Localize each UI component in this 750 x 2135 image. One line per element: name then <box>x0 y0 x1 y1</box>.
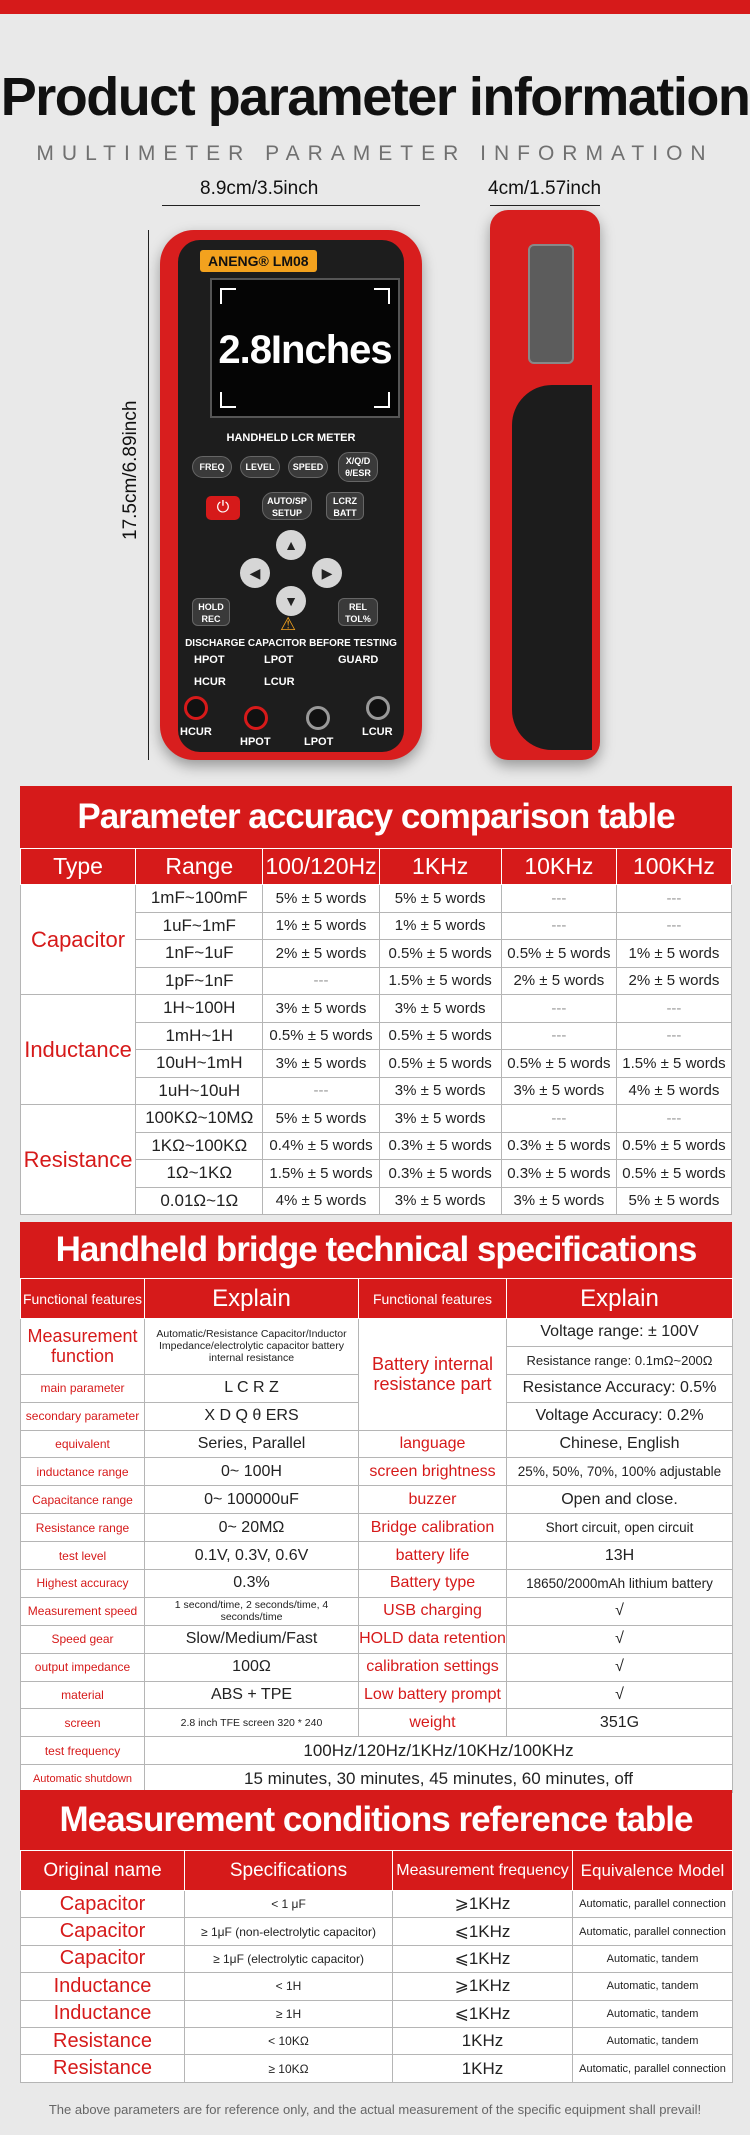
accuracy-cell: 4% ± 5 words <box>616 1077 731 1105</box>
feature-value: 100Hz/120Hz/1KHz/10KHz/100KHz <box>145 1737 733 1765</box>
feature-value: 0~ 100H <box>145 1458 359 1486</box>
accuracy-cell: 3% ± 5 words <box>501 1187 616 1215</box>
width-dimension-line <box>162 205 420 206</box>
specification: < 10KΩ <box>185 2027 393 2054</box>
spec-section <box>20 1222 732 1793</box>
feature-value: 18650/2000mAh lithium battery <box>507 1570 733 1598</box>
accuracy-cell: 0.4% ± 5 words <box>263 1132 379 1160</box>
corner-mark-icon <box>220 392 236 408</box>
equivalence-model: Automatic, parallel connection <box>573 1918 733 1945</box>
column-header: 100/120Hz <box>263 849 379 885</box>
feature-label: Capacitance range <box>21 1486 145 1514</box>
table-row <box>21 2000 733 2027</box>
accuracy-cell: 0.3% ± 5 words <box>379 1132 501 1160</box>
lcrz-button: LCRZ BATT <box>326 492 364 520</box>
jack-label: LPOT <box>304 736 334 748</box>
brand-badge: ANENG® LM08 <box>200 250 317 272</box>
accuracy-cell: --- <box>616 1105 731 1133</box>
arrow-down-icon: ▼ <box>276 586 306 616</box>
jack-label: HCUR <box>180 726 212 738</box>
feature-value: Voltage range: ± 100V <box>507 1319 733 1347</box>
feature-label: Speed gear <box>21 1625 145 1653</box>
measurement-frequency: ⩽1KHz <box>393 1945 573 1972</box>
accuracy-cell: --- <box>616 1022 731 1050</box>
accuracy-cell: 2% ± 5 words <box>616 967 731 995</box>
measurement-frequency: ⩽1KHz <box>393 1918 573 1945</box>
page-subtitle: MULTIMETER PARAMETER INFORMATION <box>36 142 714 165</box>
feature-value: Resistance range: 0.1mΩ~200Ω <box>507 1346 733 1374</box>
feature-label: Resistance range <box>21 1514 145 1542</box>
measurement-frequency: 1KHz <box>393 2027 573 2054</box>
column-header: Range <box>136 849 263 885</box>
table-row <box>21 1514 733 1542</box>
column-header: 100KHz <box>616 849 731 885</box>
feature-label: test level <box>21 1542 145 1570</box>
accuracy-cell: 0.3% ± 5 words <box>501 1132 616 1160</box>
meter-side-view <box>490 210 600 760</box>
measurement-frequency: 1KHz <box>393 2055 573 2082</box>
table-row <box>21 2027 733 2054</box>
measurement-frequency: ⩾1KHz <box>393 1973 573 2000</box>
feature-label: battery life <box>359 1542 507 1570</box>
table-row <box>21 2055 733 2082</box>
feature-label: Measurement function <box>21 1319 145 1375</box>
specification: ≥ 1μF (non-electrolytic capacitor) <box>185 1918 393 1945</box>
accuracy-cell: 5% ± 5 words <box>379 885 501 913</box>
speed-button: SPEED <box>288 456 328 478</box>
conditions-table <box>20 1850 733 2083</box>
feature-label: inductance range <box>21 1458 145 1486</box>
accuracy-cell: --- <box>501 995 616 1023</box>
feature-label: weight <box>359 1709 507 1737</box>
column-header: Original name <box>21 1851 185 1891</box>
accuracy-cell: 1.5% ± 5 words <box>379 967 501 995</box>
feature-value: Short circuit, open circuit <box>507 1514 733 1542</box>
feature-label: screen brightness <box>359 1458 507 1486</box>
equivalence-model: Automatic, parallel connection <box>573 1891 733 1918</box>
jack-lpot <box>306 706 330 730</box>
feature-label: main parameter <box>21 1374 145 1402</box>
table-row <box>21 1105 732 1133</box>
table-row <box>21 1458 733 1486</box>
feature-value: Chinese, English <box>507 1430 733 1458</box>
accuracy-cell: 0.5% ± 5 words <box>379 1050 501 1078</box>
accuracy-cell: 3% ± 5 words <box>501 1077 616 1105</box>
column-header: Specifications <box>185 1851 393 1891</box>
table-row <box>21 885 732 913</box>
table-row <box>21 1542 733 1570</box>
freq-button: FREQ <box>192 456 232 478</box>
depth-dimension-line <box>490 205 600 206</box>
range-cell: 1uF~1mF <box>136 912 263 940</box>
table-header-row <box>21 849 732 885</box>
accuracy-cell: 0.5% ± 5 words <box>501 1050 616 1078</box>
column-header: Functional features <box>21 1279 145 1319</box>
level-button: LEVEL <box>240 456 280 478</box>
table-row <box>21 1891 733 1918</box>
feature-value: 0.1V, 0.3V, 0.6V <box>145 1542 359 1570</box>
accuracy-cell: 0.5% ± 5 words <box>379 940 501 968</box>
feature-value: Resistance Accuracy: 0.5% <box>507 1374 733 1402</box>
accuracy-cell: 0.3% ± 5 words <box>501 1160 616 1188</box>
range-cell: 1mF~100mF <box>136 885 263 913</box>
original-name: Capacitor <box>21 1945 185 1972</box>
meter-faceplate <box>178 240 404 752</box>
jack-hcur <box>184 696 208 720</box>
feature-label: USB charging <box>359 1597 507 1625</box>
feature-label: material <box>21 1681 145 1709</box>
model-label: HANDHELD LCR METER <box>226 432 356 444</box>
depth-dimension: 4cm/1.57inch <box>488 178 602 199</box>
original-name: Inductance <box>21 1973 185 2000</box>
discharge-warning: DISCHARGE CAPACITOR BEFORE TESTING <box>185 638 397 649</box>
table-header-row <box>21 1851 733 1891</box>
feature-label: buzzer <box>359 1486 507 1514</box>
table-header-row <box>21 1279 733 1319</box>
accuracy-cell: 3% ± 5 words <box>379 1077 501 1105</box>
table-row <box>21 1319 733 1347</box>
specification: ≥ 10KΩ <box>185 2055 393 2082</box>
accuracy-cell: 5% ± 5 words <box>263 1105 379 1133</box>
range-cell: 0.01Ω~1Ω <box>136 1187 263 1215</box>
xqd-button: X/Q/D θ/ESR <box>338 452 378 482</box>
top-accent-bar <box>0 0 750 14</box>
specification: ≥ 1μF (electrolytic capacitor) <box>185 1945 393 1972</box>
feature-label: Bridge calibration <box>359 1514 507 1542</box>
accuracy-cell: --- <box>616 885 731 913</box>
feature-label: HOLD data retention <box>359 1625 507 1653</box>
original-name: Resistance <box>21 2055 185 2082</box>
side-grip <box>512 385 592 750</box>
table-row <box>21 1709 733 1737</box>
table-row <box>21 1625 733 1653</box>
arrow-left-icon: ◀ <box>240 558 270 588</box>
equivalence-model: Automatic, tandem <box>573 1945 733 1972</box>
accuracy-cell: 0.3% ± 5 words <box>379 1160 501 1188</box>
type-label: Capacitor <box>21 885 136 995</box>
corner-mark-icon <box>374 392 390 408</box>
feature-value: Automatic/Resistance Capacitor/Inductor Impedance/electrolytic capacitor battery internal resistance <box>145 1319 359 1375</box>
spec-table <box>20 1278 733 1793</box>
column-header: Type <box>21 849 136 885</box>
table-row <box>21 1737 733 1765</box>
feature-label: secondary parameter <box>21 1402 145 1430</box>
accuracy-cell: 5% ± 5 words <box>616 1187 731 1215</box>
range-cell: 1Ω~1KΩ <box>136 1160 263 1188</box>
jack-hpot <box>244 706 268 730</box>
terminal-label: HPOT <box>194 654 225 666</box>
table-row <box>21 1765 733 1793</box>
terminal-label: LPOT <box>264 654 294 666</box>
feature-value: Series, Parallel <box>145 1430 359 1458</box>
column-header: Equivalence Model <box>573 1851 733 1891</box>
accuracy-cell: 3% ± 5 words <box>263 995 379 1023</box>
table-row <box>21 1486 733 1514</box>
feature-value: 351G <box>507 1709 733 1737</box>
specification: ≥ 1H <box>185 2000 393 2027</box>
accuracy-cell: --- <box>501 885 616 913</box>
feature-value: √ <box>507 1597 733 1625</box>
feature-label: Highest accuracy <box>21 1570 145 1598</box>
rel-button: REL TOL% <box>338 598 378 626</box>
equivalence-model: Automatic, parallel connection <box>573 2055 733 2082</box>
table-row <box>21 1653 733 1681</box>
table-row <box>21 1597 733 1625</box>
accuracy-cell: 0.5% ± 5 words <box>379 1022 501 1050</box>
specification: < 1 μF <box>185 1891 393 1918</box>
feature-value: 0~ 100000uF <box>145 1486 359 1514</box>
type-label: Resistance <box>21 1105 136 1215</box>
arrow-right-icon: ▶ <box>312 558 342 588</box>
table-row <box>21 1570 733 1598</box>
feature-label: language <box>359 1430 507 1458</box>
type-label: Inductance <box>21 995 136 1105</box>
corner-mark-icon <box>374 288 390 304</box>
accuracy-cell: 0.5% ± 5 words <box>616 1132 731 1160</box>
feature-value: ABS + TPE <box>145 1681 359 1709</box>
feature-value: 0~ 20MΩ <box>145 1514 359 1542</box>
accuracy-cell: 4% ± 5 words <box>263 1187 379 1215</box>
accuracy-cell: 3% ± 5 words <box>263 1050 379 1078</box>
height-dimension-line <box>148 230 149 760</box>
table-row <box>21 1430 733 1458</box>
accuracy-cell: 1% ± 5 words <box>379 912 501 940</box>
width-dimension: 8.9cm/3.5inch <box>200 178 319 199</box>
feature-value: √ <box>507 1625 733 1653</box>
column-header: Measurement frequency <box>393 1851 573 1891</box>
feature-label: Battery type <box>359 1570 507 1598</box>
column-header: 10KHz <box>501 849 616 885</box>
terminal-label: LCUR <box>264 676 295 688</box>
corner-mark-icon <box>220 288 236 304</box>
conditions-table-title: Measurement conditions reference table <box>20 1790 732 1850</box>
range-cell: 1mH~1H <box>136 1022 263 1050</box>
feature-value: L C R Z <box>145 1374 359 1402</box>
table-row <box>21 1681 733 1709</box>
feature-label: Battery internal resistance part <box>359 1319 507 1431</box>
hold-button: HOLD REC <box>192 598 230 626</box>
meter-front-view <box>160 230 422 760</box>
feature-value: 100Ω <box>145 1653 359 1681</box>
accuracy-cell: 0.5% ± 5 words <box>616 1160 731 1188</box>
equivalence-model: Automatic, tandem <box>573 1973 733 2000</box>
accuracy-cell: --- <box>616 912 731 940</box>
accuracy-cell: 1% ± 5 words <box>616 940 731 968</box>
accuracy-cell: 2% ± 5 words <box>263 940 379 968</box>
accuracy-table <box>20 848 732 1215</box>
terminal-label: GUARD <box>338 654 379 666</box>
range-cell: 100KΩ~10MΩ <box>136 1105 263 1133</box>
screen-size-label: 2.8Inches <box>218 328 392 372</box>
table-row <box>21 1918 733 1945</box>
spec-table-title: Handheld bridge technical specifications <box>20 1222 732 1278</box>
height-dimension: 17.5cm/6.89inch <box>120 400 141 540</box>
range-cell: 1pF~1nF <box>136 967 263 995</box>
power-icon: ⏻ <box>206 496 240 520</box>
column-header: Explain <box>145 1279 359 1319</box>
specification: < 1H <box>185 1973 393 2000</box>
accuracy-cell: 2% ± 5 words <box>501 967 616 995</box>
feature-label: Automatic shutdown <box>21 1765 145 1793</box>
jack-label: HPOT <box>240 736 271 748</box>
accuracy-cell: 5% ± 5 words <box>263 885 379 913</box>
accuracy-cell: 0.5% ± 5 words <box>501 940 616 968</box>
feature-value: 15 minutes, 30 minutes, 45 minutes, 60 minutes, off <box>145 1765 733 1793</box>
feature-value: 25%, 50%, 70%, 100% adjustable <box>507 1458 733 1486</box>
range-cell: 1KΩ~100KΩ <box>136 1132 263 1160</box>
column-header: 1KHz <box>379 849 501 885</box>
original-name: Capacitor <box>21 1918 185 1945</box>
accuracy-cell: 0.5% ± 5 words <box>263 1022 379 1050</box>
measurement-frequency: ⩾1KHz <box>393 1891 573 1918</box>
equivalence-model: Automatic, tandem <box>573 2000 733 2027</box>
feature-value: Open and close. <box>507 1486 733 1514</box>
accuracy-section <box>20 786 732 1215</box>
range-cell: 10uH~1mH <box>136 1050 263 1078</box>
feature-value: 13H <box>507 1542 733 1570</box>
column-header: Functional features <box>359 1279 507 1319</box>
table-row <box>21 1945 733 1972</box>
feature-value: 2.8 inch TFE screen 320 * 240 <box>145 1709 359 1737</box>
range-cell: 1nF~1uF <box>136 940 263 968</box>
arrow-up-icon: ▲ <box>276 530 306 560</box>
accuracy-cell: 3% ± 5 words <box>379 1105 501 1133</box>
original-name: Inductance <box>21 2000 185 2027</box>
side-port-cover <box>528 244 574 364</box>
feature-value: Slow/Medium/Fast <box>145 1625 359 1653</box>
accuracy-table-title: Parameter accuracy comparison table <box>20 786 732 848</box>
table-row <box>21 995 732 1023</box>
accuracy-cell: 3% ± 5 words <box>379 1187 501 1215</box>
conditions-section <box>20 1790 732 2083</box>
equivalence-model: Automatic, tandem <box>573 2027 733 2054</box>
feature-value: 0.3% <box>145 1570 359 1598</box>
feature-label: screen <box>21 1709 145 1737</box>
jack-lcur <box>366 696 390 720</box>
feature-label: output impedance <box>21 1653 145 1681</box>
auto-setup-button: AUTO/SP SETUP <box>262 492 312 520</box>
feature-value: X D Q θ ERS <box>145 1402 359 1430</box>
column-header: Explain <box>507 1279 733 1319</box>
original-name: Resistance <box>21 2027 185 2054</box>
warning-icon: ⚠ <box>280 614 297 634</box>
measurement-frequency: ⩽1KHz <box>393 2000 573 2027</box>
accuracy-cell: 1% ± 5 words <box>263 912 379 940</box>
footnote: The above parameters are for reference only, and the actual measurement of the specific equipment shall prevail! <box>48 2102 702 2117</box>
feature-label: Measurement speed <box>21 1597 145 1625</box>
accuracy-cell: 1.5% ± 5 words <box>263 1160 379 1188</box>
feature-value: 1 second/time, 2 seconds/time, 4 seconds/time <box>145 1597 359 1625</box>
feature-label: calibration settings <box>359 1653 507 1681</box>
original-name: Capacitor <box>21 1891 185 1918</box>
accuracy-cell: --- <box>501 1105 616 1133</box>
feature-value: Voltage Accuracy: 0.2% <box>507 1402 733 1430</box>
feature-label: equivalent <box>21 1430 145 1458</box>
accuracy-cell: 3% ± 5 words <box>379 995 501 1023</box>
feature-value: √ <box>507 1681 733 1709</box>
meter-screen <box>210 278 400 418</box>
terminal-label: HCUR <box>194 676 226 688</box>
feature-label: test frequency <box>21 1737 145 1765</box>
accuracy-cell: --- <box>616 995 731 1023</box>
accuracy-cell: --- <box>263 1077 379 1105</box>
jack-label: LCUR <box>362 726 393 738</box>
feature-label: Low battery prompt <box>359 1681 507 1709</box>
range-cell: 1uH~10uH <box>136 1077 263 1105</box>
range-cell: 1H~100H <box>136 995 263 1023</box>
table-row <box>21 1973 733 2000</box>
feature-value: √ <box>507 1653 733 1681</box>
accuracy-cell: --- <box>501 1022 616 1050</box>
page-title: Product parameter information <box>0 67 750 127</box>
accuracy-cell: --- <box>263 967 379 995</box>
accuracy-cell: --- <box>501 912 616 940</box>
accuracy-cell: 1.5% ± 5 words <box>616 1050 731 1078</box>
